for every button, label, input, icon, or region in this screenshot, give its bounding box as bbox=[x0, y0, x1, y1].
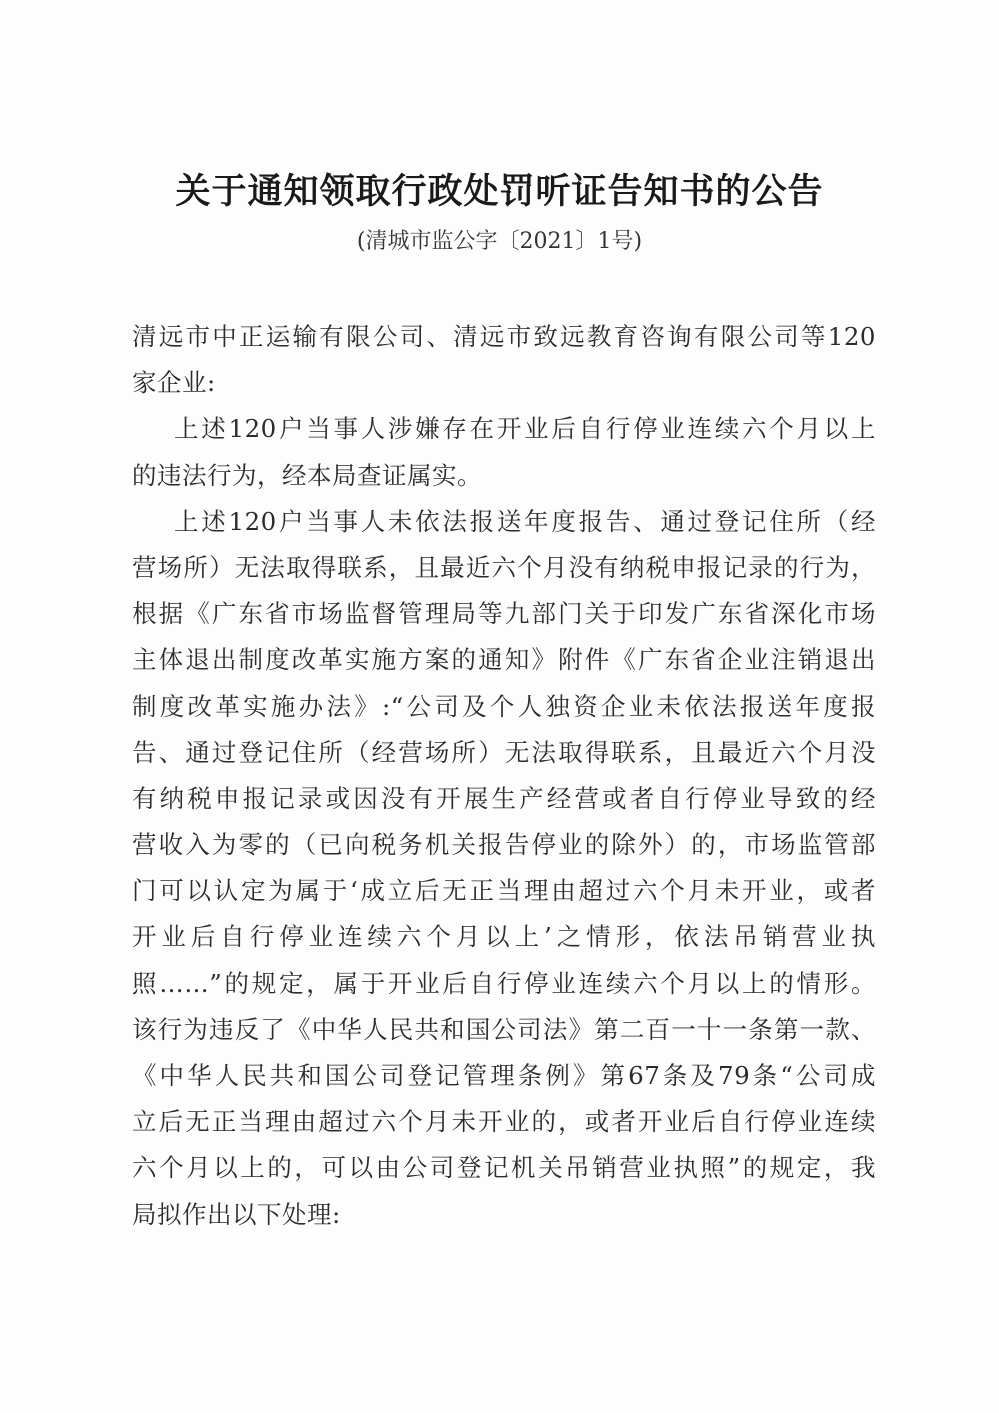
body-line: 上述120户当事人涉嫌存在开业后自行停业连续六个月以上 bbox=[174, 414, 876, 444]
body-line: 营收入为零的（已向税务机关报告停业的除外）的，市场监管部 bbox=[132, 830, 876, 860]
document-number: (清城市监公字〔2021〕1号) bbox=[356, 229, 643, 254]
body-line: 主体退出制度改革实施方案的通知》附件《广东省企业注销退出 bbox=[132, 645, 876, 675]
body-line: 局拟作出以下处理: bbox=[132, 1199, 341, 1229]
document-title: 关于通知领取行政处罚听证告知书的公告 bbox=[175, 172, 824, 212]
body-line: 有纳税申报记录或因没有开展生产经营或者自行停业导致的经 bbox=[132, 783, 876, 813]
body-line: 根据《广东省市场监督管理局等九部门关于印发广东省深化市场 bbox=[132, 599, 876, 629]
document-body bbox=[132, 314, 876, 1238]
body-line: 的违法行为，经本局查证属实。 bbox=[132, 460, 482, 490]
body-line: 该行为违反了《中华人民共和国公司法》第二百一十一条第一款、 bbox=[132, 1014, 876, 1044]
body-line: 立后无正当理由超过六个月未开业的，或者开业后自行停业连续 bbox=[132, 1107, 876, 1137]
body-line: 告、通过登记住所（经营场所）无法取得联系，且最近六个月没 bbox=[132, 737, 876, 767]
body-line: 家企业: bbox=[132, 368, 216, 398]
body-line: 门可以认定为属于‘成立后无正当理由超过六个月未开业，或者 bbox=[132, 876, 876, 906]
body-line: 开业后自行停业连续六个月以上’之情形，依法吊销营业执 bbox=[132, 922, 876, 952]
body-line: 制度改革实施办法》:“公司及个人独资企业未依法报送年度报 bbox=[132, 691, 876, 721]
body-line: 上述120户当事人未依法报送年度报告、通过登记住所（经 bbox=[174, 506, 876, 536]
body-line: 清远市中正运输有限公司、清远市致远教育咨询有限公司等120 bbox=[132, 322, 876, 351]
body-line: 照……”的规定，属于开业后自行停业连续六个月以上的情形。 bbox=[132, 968, 876, 998]
body-line: 营场所）无法取得联系，且最近六个月没有纳税申报记录的行为， bbox=[132, 552, 876, 582]
body-line: 《中华人民共和国公司登记管理条例》第67条及79条“公司成 bbox=[132, 1061, 876, 1090]
body-line: 六个月以上的，可以由公司登记机关吊销营业执照”的规定，我 bbox=[132, 1153, 876, 1183]
